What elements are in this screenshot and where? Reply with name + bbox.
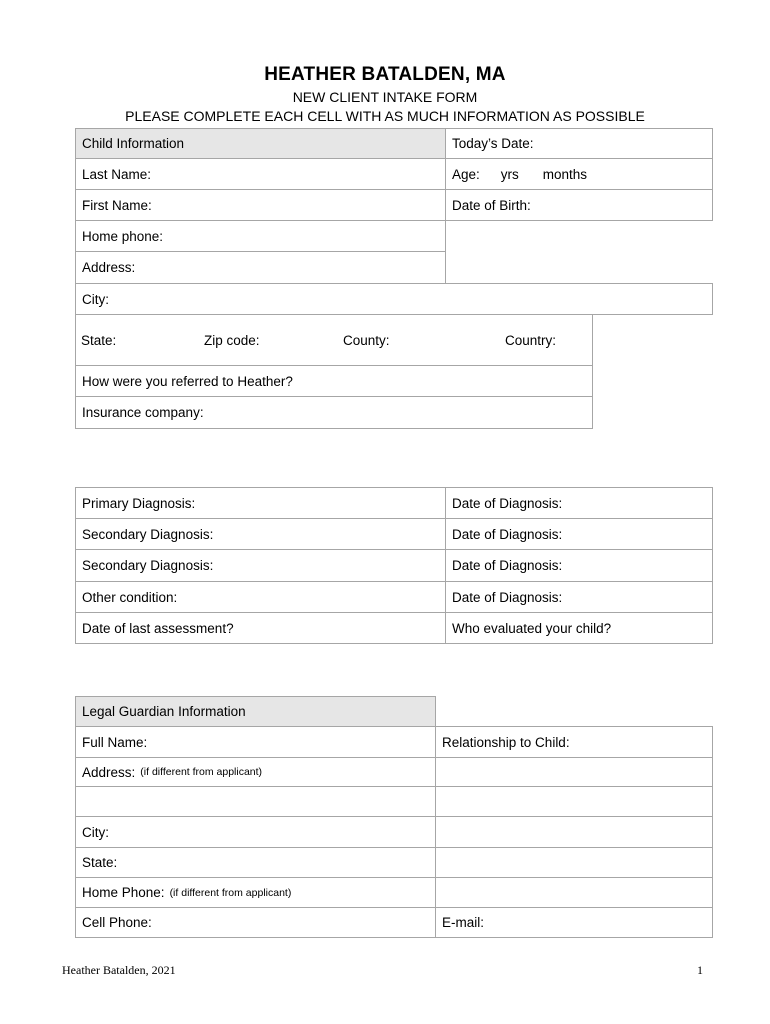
guardian-home-phone-field[interactable] — [75, 877, 436, 908]
primary-diagnosis-label: Primary Diagnosis: — [82, 495, 196, 511]
divider — [445, 220, 446, 284]
relationship-field[interactable] — [435, 726, 713, 758]
insurance-field[interactable] — [75, 396, 593, 429]
date-of-diagnosis-field[interactable] — [445, 549, 713, 582]
guardian-full-name-field[interactable] — [75, 726, 436, 758]
guardian-address-line2[interactable] — [75, 786, 436, 817]
guardian-address-field[interactable] — [75, 757, 436, 787]
address-label: Address: — [82, 260, 136, 275]
guardian-email-label: E-mail: — [442, 915, 485, 930]
other-condition-field[interactable] — [75, 581, 446, 613]
guardian-cell-phone-label: Cell Phone: — [82, 915, 152, 930]
last-assessment-label: Date of last assessment? — [82, 620, 234, 636]
guardian-state-label: State: — [82, 855, 118, 870]
guardian-address-line2-extra[interactable] — [435, 786, 713, 817]
referred-field[interactable] — [75, 365, 593, 397]
guardian-email-field[interactable] — [435, 907, 713, 938]
evaluator-field[interactable] — [445, 612, 713, 644]
guardian-home-phone-note: (if different from applicant) — [169, 886, 292, 899]
country-label: Country: — [505, 333, 557, 348]
date-of-diagnosis-field[interactable] — [445, 487, 713, 519]
date-of-diagnosis-label: Date of Diagnosis: — [452, 558, 563, 573]
date-of-birth-field[interactable] — [445, 189, 713, 221]
first-name-label: First Name: — [82, 197, 152, 213]
guardian-address-note: (if different from applicant) — [140, 766, 263, 778]
insurance-label: Insurance company: — [82, 405, 204, 420]
age-months-label: months — [542, 166, 588, 182]
date-of-diagnosis-label: Date of Diagnosis: — [452, 495, 563, 511]
last-name-field[interactable] — [75, 158, 446, 190]
last-name-label: Last Name: — [82, 166, 152, 182]
city-field[interactable] — [75, 283, 713, 315]
guardian-info-header — [75, 696, 436, 727]
guardian-home-phone-extra[interactable] — [435, 877, 713, 908]
zip-label: Zip code: — [204, 333, 260, 348]
guardian-city-extra[interactable] — [435, 816, 713, 848]
home-phone-field[interactable] — [75, 220, 446, 252]
secondary-diagnosis-field[interactable] — [75, 518, 446, 550]
child-info-header — [75, 128, 446, 159]
guardian-full-name-label: Full Name: — [82, 734, 148, 750]
doctor-name: HEATHER BATALDEN, MA — [264, 64, 506, 85]
state-label: State: — [81, 333, 117, 348]
date-of-diagnosis-field[interactable] — [445, 581, 713, 613]
secondary-diagnosis-field[interactable] — [75, 549, 446, 582]
form-instruction: PLEASE COMPLETE EACH CELL WITH AS MUCH INFORMATION AS POSSIBLE — [125, 108, 645, 124]
guardian-home-phone-label: Home Phone: — [82, 885, 165, 900]
footer-copyright: Heather Batalden, 2021 — [62, 963, 176, 977]
date-of-diagnosis-label: Date of Diagnosis: — [452, 526, 563, 542]
other-condition-label: Other condition: — [82, 589, 178, 605]
child-info-header-label: Child Information — [82, 136, 185, 151]
page-number: 1 — [697, 963, 703, 977]
age-label: Age: — [452, 166, 480, 182]
age-field[interactable] — [445, 158, 713, 190]
referred-label: How were you referred to Heather? — [82, 373, 293, 389]
date-of-birth-label: Date of Birth: — [452, 197, 531, 213]
date-of-diagnosis-label: Date of Diagnosis: — [452, 589, 563, 605]
guardian-state-field[interactable] — [75, 847, 436, 878]
guardian-state-extra[interactable] — [435, 847, 713, 878]
city-label: City: — [82, 291, 109, 307]
county-label: County: — [343, 333, 390, 348]
guardian-city-label: City: — [82, 824, 109, 840]
address-field[interactable] — [75, 251, 446, 284]
evaluator-label: Who evaluated your child? — [452, 620, 612, 636]
first-name-field[interactable] — [75, 189, 446, 221]
date-of-diagnosis-field[interactable] — [445, 518, 713, 550]
guardian-address-extra[interactable] — [435, 757, 713, 787]
last-assessment-field[interactable] — [75, 612, 446, 644]
primary-diagnosis-field[interactable] — [75, 487, 446, 519]
todays-date-field[interactable] — [445, 128, 713, 159]
secondary-diagnosis-label: Secondary Diagnosis: — [82, 526, 214, 542]
guardian-address-label: Address: — [82, 764, 136, 780]
todays-date-label: Today’s Date: — [452, 136, 534, 151]
home-phone-label: Home phone: — [82, 228, 164, 244]
guardian-cell-phone-field[interactable] — [75, 907, 436, 938]
guardian-info-header-label: Legal Guardian Information — [82, 704, 246, 719]
secondary-diagnosis-label: Secondary Diagnosis: — [82, 558, 214, 573]
guardian-city-field[interactable] — [75, 816, 436, 848]
age-yrs-label: yrs — [500, 166, 519, 182]
relationship-label: Relationship to Child: — [442, 734, 570, 750]
form-title: NEW CLIENT INTAKE FORM — [292, 89, 478, 105]
